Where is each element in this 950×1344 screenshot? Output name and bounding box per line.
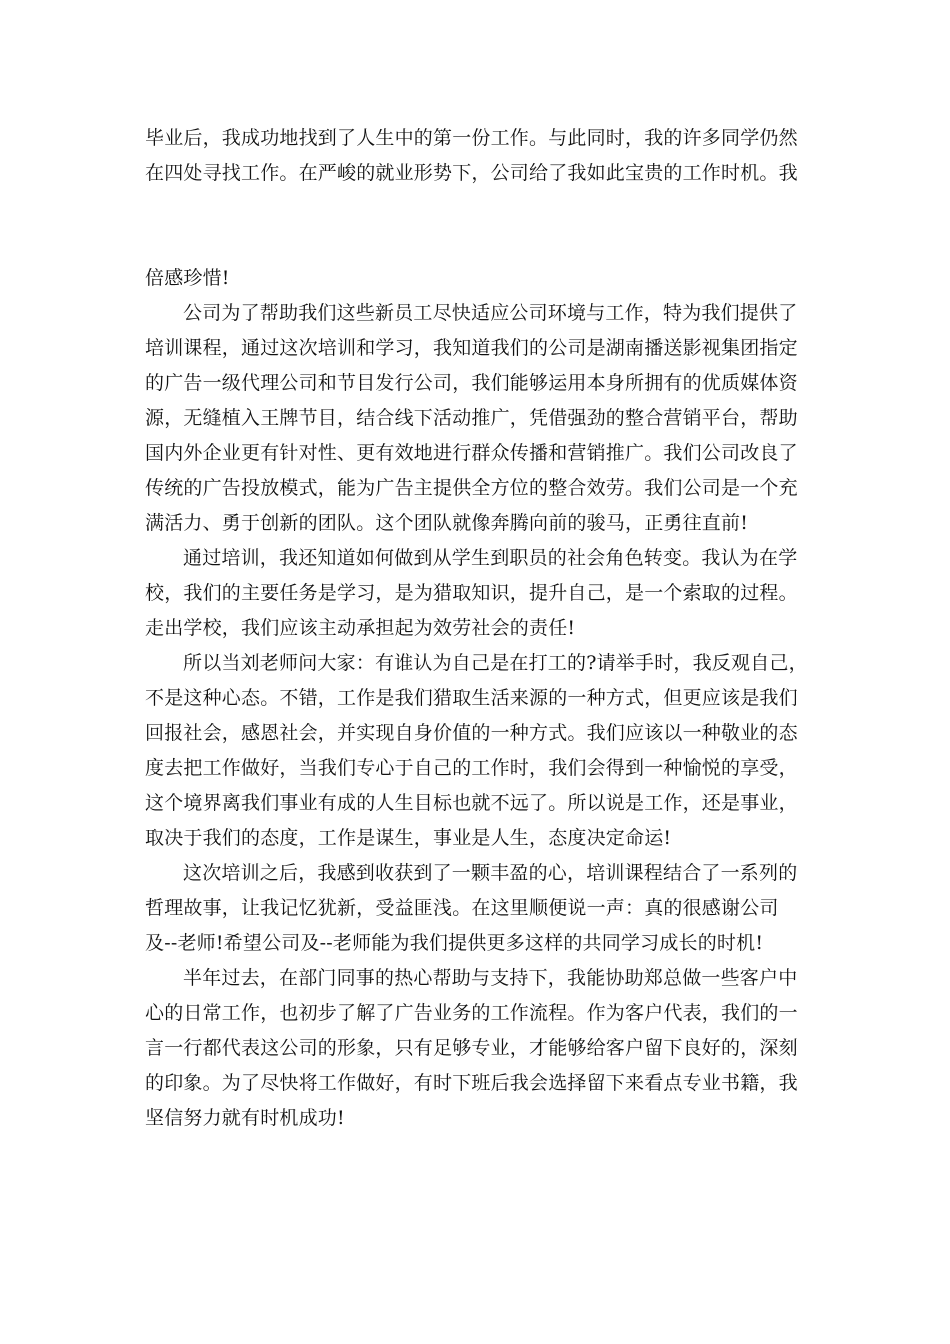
text-line: 心的日常工作，也初步了解了广告业务的工作流程。作为客户代表，我们的一	[145, 1002, 798, 1024]
text-line: 言一行都代表这公司的形象，只有足够专业，才能够给客户留下良好的，深刻	[145, 1037, 798, 1059]
paragraph-first-line: 所以当刘老师问大家：有谁认为自己是在打工的?请举手时，我反观自己，	[183, 652, 808, 674]
text-line: 国内外企业更有针对性、更有效地进行群众传播和营销推广。我们公司改良了	[145, 442, 798, 464]
paragraph-first-line: 这次培训之后，我感到收获到了一颗丰盈的心，培训课程结合了一系列的	[183, 862, 798, 884]
text-line: 这个境界离我们事业有成的人生目标也就不远了。所以说是工作，还是事业，	[145, 792, 798, 814]
text-line: 培训课程，通过这次培训和学习，我知道我们的公司是湖南播送影视集团指定	[145, 337, 798, 359]
text-line: 不是这种心态。不错，工作是我们猎取生活来源的一种方式，但更应该是我们	[145, 687, 798, 709]
text-line: 的印象。为了尽快将工作做好，有时下班后我会选择留下来看点专业书籍，我	[145, 1072, 798, 1094]
text-line: 传统的广告投放模式，能为广告主提供全方位的整合效劳。我们公司是一个充	[145, 477, 798, 499]
text-line: 源，无缝植入王牌节目，结合线下活动推广，凭借强劲的整合营销平台，帮助	[145, 407, 798, 429]
text-line: 回报社会，感恩社会，并实现自身价值的一种方式。我们应该以一种敬业的态	[145, 722, 798, 744]
text-line: 取决于我们的态度，工作是谋生，事业是人生，态度决定命运!	[145, 827, 672, 849]
text-line: 走出学校，我们应该主动承担起为效劳社会的责任!	[145, 617, 576, 639]
text-line: 坚信努力就有时机成功!	[145, 1107, 345, 1129]
text-line: 在四处寻找工作。在严峻的就业形势下，公司给了我如此宝贵的工作时机。我	[145, 162, 798, 184]
text-line: 哲理故事，让我记忆犹新，受益匪浅。在这里顺便说一声：真的很感谢公司	[145, 897, 779, 919]
text-line: 倍感珍惜!	[145, 267, 230, 289]
paragraph-first-line: 通过培训，我还知道如何做到从学生到职员的社会角色转变。我认为在学	[183, 547, 798, 569]
text-line: 毕业后，我成功地找到了人生中的第一份工作。与此同时，我的许多同学仍然	[145, 127, 798, 149]
paragraph-first-line: 半年过去，在部门同事的热心帮助与支持下，我能协助郑总做一些客户中	[183, 967, 798, 989]
text-line: 校，我们的主要任务是学习，是为猎取知识，提升自己，是一个索取的过程。	[145, 582, 798, 604]
paragraph-first-line: 公司为了帮助我们这些新员工尽快适应公司环境与工作，特为我们提供了	[183, 302, 798, 324]
text-line: 度去把工作做好，当我们专心于自己的工作时，我们会得到一种愉悦的享受，	[145, 757, 798, 779]
text-line: 及--老师!希望公司及--老师能为我们提供更多这样的共同学习成长的时机!	[145, 932, 764, 954]
text-line: 的广告一级代理公司和节目发行公司，我们能够运用本身所拥有的优质媒体资	[145, 372, 798, 394]
text-line: 满活力、勇于创新的团队。这个团队就像奔腾向前的骏马，正勇往直前!	[145, 512, 749, 534]
